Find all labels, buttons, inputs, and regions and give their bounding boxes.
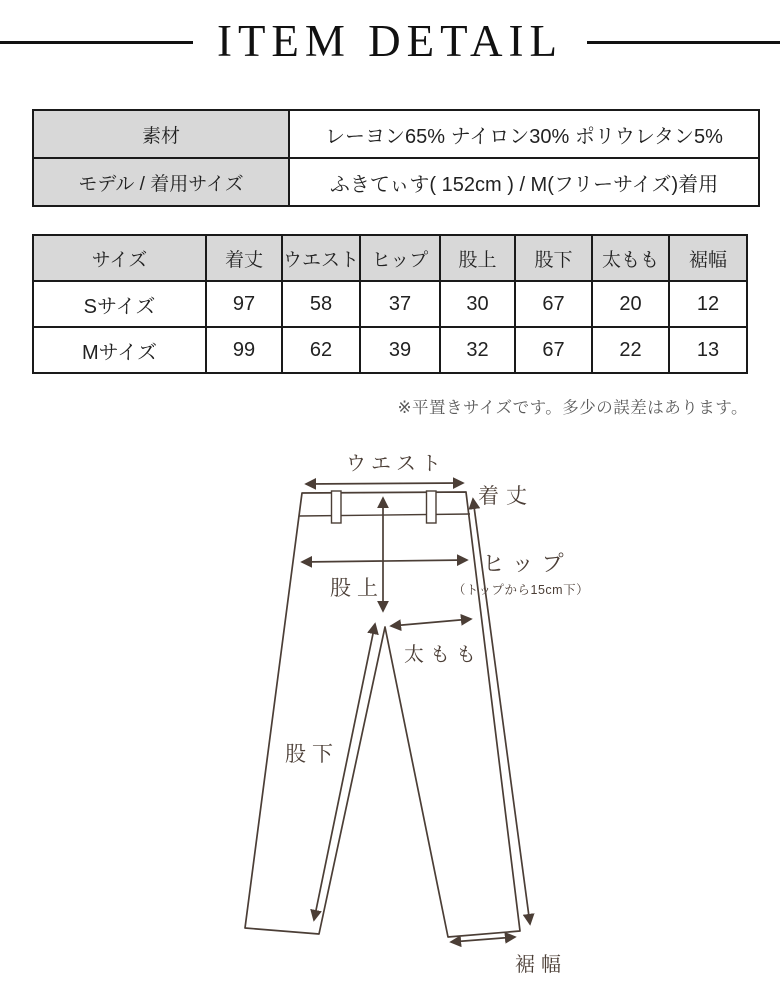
size-note: ※平置きサイズです。多少の誤差はあります。 (397, 399, 748, 417)
size-col-header: 太もも (592, 235, 669, 281)
size-cell: 32 (440, 327, 515, 373)
thigh-arrow (391, 619, 471, 626)
size-cell: 20 (592, 281, 669, 327)
size-col-header: 裾幅 (669, 235, 747, 281)
size-row-label: Mサイズ (33, 327, 206, 373)
table-row (33, 158, 759, 206)
waistband-line (299, 514, 470, 516)
title-rule-left (0, 41, 193, 44)
size-col-header: ヒップ (360, 235, 440, 281)
thigh-label: 太もも (404, 644, 482, 666)
table-row (33, 110, 759, 158)
size-col-header: 股上 (440, 235, 515, 281)
size-col-header: 股下 (515, 235, 592, 281)
size-col-header: ウエスト (282, 235, 360, 281)
spec-label-cell: モデル / 着用サイズ (33, 158, 289, 206)
hip-note-label: （トップから15cm下） (452, 583, 590, 597)
table-row (33, 281, 747, 327)
spec-label-cell: 素材 (33, 110, 289, 158)
size-cell: 97 (206, 281, 282, 327)
size-cell: 13 (669, 327, 747, 373)
page-title: ITEM DETAIL (216, 16, 564, 66)
inseam-arrow (314, 624, 375, 920)
size-cell: 37 (360, 281, 440, 327)
size-cell: 62 (282, 327, 360, 373)
measurement-diagram (0, 440, 780, 1000)
belt-loop-right (427, 491, 437, 523)
size-cell: 58 (282, 281, 360, 327)
size-cell: 22 (592, 327, 669, 373)
spec-value-cell: ふきてぃす( 152cm ) / M(フリーサイズ)着用 (289, 158, 759, 206)
hip-arrow (302, 560, 467, 562)
size-col-header: サイズ (33, 235, 206, 281)
hip-label: ヒップ (482, 551, 572, 576)
hem-width-arrow (451, 937, 515, 942)
length-label: 着丈 (478, 485, 534, 508)
table-row (33, 235, 747, 281)
size-cell: 67 (515, 327, 592, 373)
rise-label: 股上 (330, 577, 384, 600)
waist-arrow (306, 483, 463, 484)
size-row-label: Sサイズ (33, 281, 206, 327)
waist-label: ウエスト (346, 453, 446, 475)
spec-value-cell: レーヨン65% ナイロン30% ポリウレタン5% (289, 110, 759, 158)
inseam-label: 股下 (285, 743, 339, 766)
size-cell: 30 (440, 281, 515, 327)
belt-loop-left (332, 491, 342, 523)
hem-width-label: 裾幅 (515, 954, 567, 976)
size-table (32, 234, 748, 374)
size-cell: 39 (360, 327, 440, 373)
size-cell: 67 (515, 281, 592, 327)
title-rule-right (587, 41, 780, 44)
size-col-header: 着丈 (206, 235, 282, 281)
spec-table (32, 109, 760, 207)
size-cell: 12 (669, 281, 747, 327)
size-cell: 99 (206, 327, 282, 373)
table-row (33, 327, 747, 373)
